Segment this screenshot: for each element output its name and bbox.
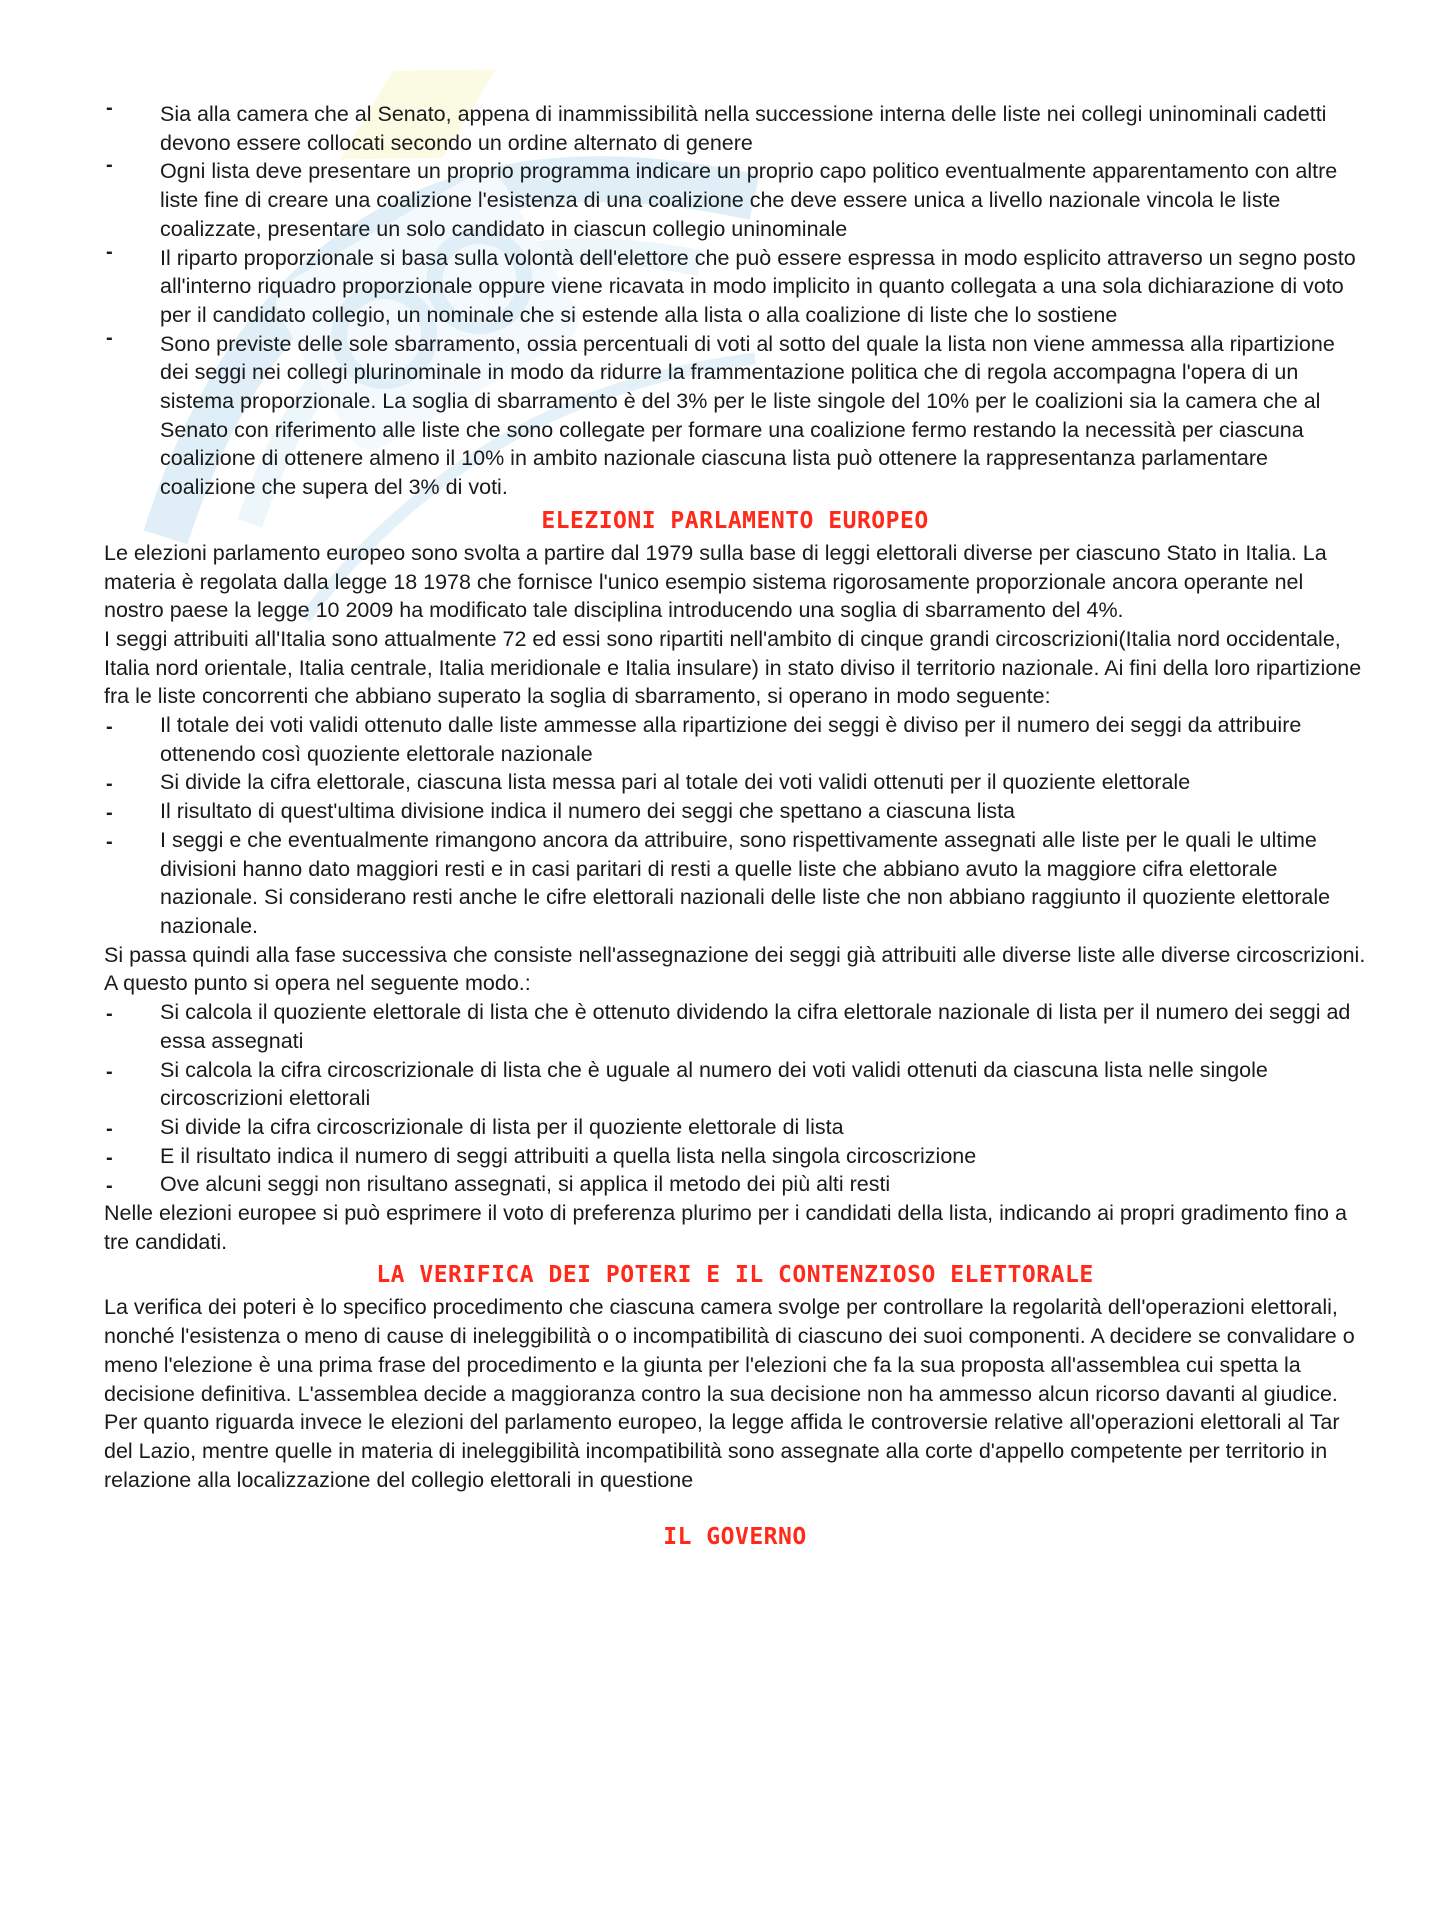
list-item: - Il totale dei voti validi ottenuto dalle liste ammesse alla ripartizione dei seggi è diviso per il numero dei seggi da attribuire ottenendo così quoziente elettorale nazionale — [104, 711, 1366, 768]
list-item: - Si calcola il quoziente elettorale di lista che è ottenuto dividendo la cifra elettorale nazionale di lista per il numero dei seggi ad essa assegnati — [104, 998, 1366, 1055]
section-heading-governo: IL GOVERNO — [663, 1524, 807, 1551]
paragraph: Si passa quindi alla fase successiva che consiste nell'assegnazione dei seggi già attribuiti alle diverse liste alle diverse circoscrizioni. A questo punto si opera nel seguente modo.: — [104, 942, 1366, 996]
list-item: - I seggi e che eventualmente rimangono ancora da attribuire, sono rispettivamente assegnati alle liste per le quali le ultime divisioni hanno dato maggiori resti e in casi paritari di resti a quelle liste che abbiano avuto la maggiore cifra elettorale nazionale. Si considerano resti anche le cifre elettorali nazionali delle liste che non abbiano raggiunto il quoziente elettorale nazionale. — [104, 826, 1366, 941]
list-item: - Ove alcuni seggi non risultano assegnati, si applica il metodo dei più alti resti — [104, 1170, 1366, 1199]
paragraph: La verifica dei poteri è lo specifico procedimento che ciascuna camera svolge per controllare la regolarità dell'operazioni elettorali, nonché l'esistenza o meno di cause di ineleggibilità o o incompatibilità di ciascuno dei suoi componenti. A decidere se convalidare o meno l'elezione è una prima frase del procedimento e la giunta per l'elezioni che fa la sua proposta all'assemblea cui spetta la decisione definitiva. L'assemblea decide a maggioranza contro la sua decisione non ha ammesso alcun ricorso davanti al giudice. — [104, 1295, 1355, 1406]
section-heading-verifica: LA VERIFICA DEI POTERI E IL CONTENZIOSO ELETTORALE — [376, 1262, 1094, 1289]
section-heading-europeo: ELEZIONI PARLAMENTO EUROPEO — [541, 507, 929, 534]
list-item: - Il risultato di quest'ultima divisione indica il numero dei seggi che spettano a ciascuna lista — [104, 797, 1366, 826]
list-item: - Si divide la cifra circoscrizionale di lista per il quoziente elettorale di lista — [104, 1113, 1366, 1142]
paragraph: Nelle elezioni europee si può esprimere il voto di preferenza plurimo per i candidati della lista, indicando ai propri gradimento fino a tre candidati. — [104, 1201, 1347, 1254]
district-assignment-list — [104, 998, 1366, 1199]
list-item: - Si divide la cifra elettorale, ciascuna lista messa pari al totale dei voti validi ottenuti per il quoziente elettorale — [104, 768, 1366, 797]
list-item: - E il risultato indica il numero di seggi attribuiti a quella lista nella singola circoscrizione — [104, 1142, 1366, 1171]
list-item: - Si calcola la cifra circoscrizionale di lista che è uguale al numero dei voti validi ottenuti da ciascuna lista nelle singole circoscrizioni elettorali — [104, 1056, 1366, 1113]
list-item: - Ogni lista deve presentare un proprio programma indicare un proprio capo politico eventualmente apparentamento con altre liste fine di creare una coalizione l'esistenza di una coalizione che deve essere unica a livello nazionale vincola le liste coalizzate, presentare un solo candidato in ciascun collegio uninominale — [104, 157, 1366, 243]
paragraph: Le elezioni parlamento europeo sono svolta a partire dal 1979 sulla base di leggi elettorali diverse per ciascuno Stato in Italia. La materia è regolata dalla legge 18 1978 che fornisce l'unico esempio sistema rigorosamente proporzionale ancora operante nel nostro paese la legge 10 2009 ha modificato tale disciplina introducendo una soglia di sbarramento del 4%. — [104, 540, 1327, 623]
seats-allocation-list — [104, 711, 1366, 941]
paragraph: Per quanto riguarda invece le elezioni del parlamento europeo, la legge affida le controversie relative all'operazioni elettorali al Tar del Lazio, mentre quelle in materia di ineleggibilità incompatibilità sono assegnate alla corte d'appello competente per territorio in relazione alla localizzazione del collegio elettorali in questione — [104, 1410, 1340, 1492]
list-item: - Sia alla camera che al Senato, appena di inammissibilità nella successione interna delle liste nei collegi uninominali cadetti devono essere collocati secondo un ordine alternato di genere — [104, 100, 1366, 157]
list-item: - Sono previste delle sole sbarramento, ossia percentuali di voti al sotto del quale la lista non viene ammessa alla ripartizione dei seggi nei collegi plurinominale in modo da ridurre la frammentazione politica che di regola accompagna l'opera di un sistema proporzionale. La soglia di sbarramento è del 3% per le liste singole del 10% per le coalizioni sia la camera che al Senato con riferimento alle liste che sono collegate per formare una coalizione fermo restando la necessità per ciascuna coalizione di ottenere almeno il 10% in ambito nazionale ciascuna lista può ottenere la rappresentanza parlamentare coalizione che supera del 3% di voti. — [104, 330, 1366, 502]
paragraph: I seggi attribuiti all'Italia sono attualmente 72 ed essi sono ripartiti nell'ambito di cinque grandi circoscrizioni(Italia nord occidentale, Italia nord orientale, Italia centrale, Italia meridionale e Italia insulare) in stato diviso il territorio nazionale. Ai fini della loro ripartizione fra le liste concorrenti che abbiano superato la soglia di sbarramento, si operano in modo seguente: — [104, 626, 1362, 709]
intro-bullet-list — [104, 100, 1366, 502]
list-item: - Il riparto proporzionale si basa sulla volontà dell'elettore che può essere espressa in modo esplicito attraverso un segno posto all'interno riquadro proporzionale oppure viene ricavata in modo implicito in quanto collegata a una sola dichiarazione di voto per il candidato collegio, un nominale che si estende alla lista o alla coalizione di liste che lo sostiene — [104, 244, 1366, 330]
document-page — [104, 100, 1366, 1555]
